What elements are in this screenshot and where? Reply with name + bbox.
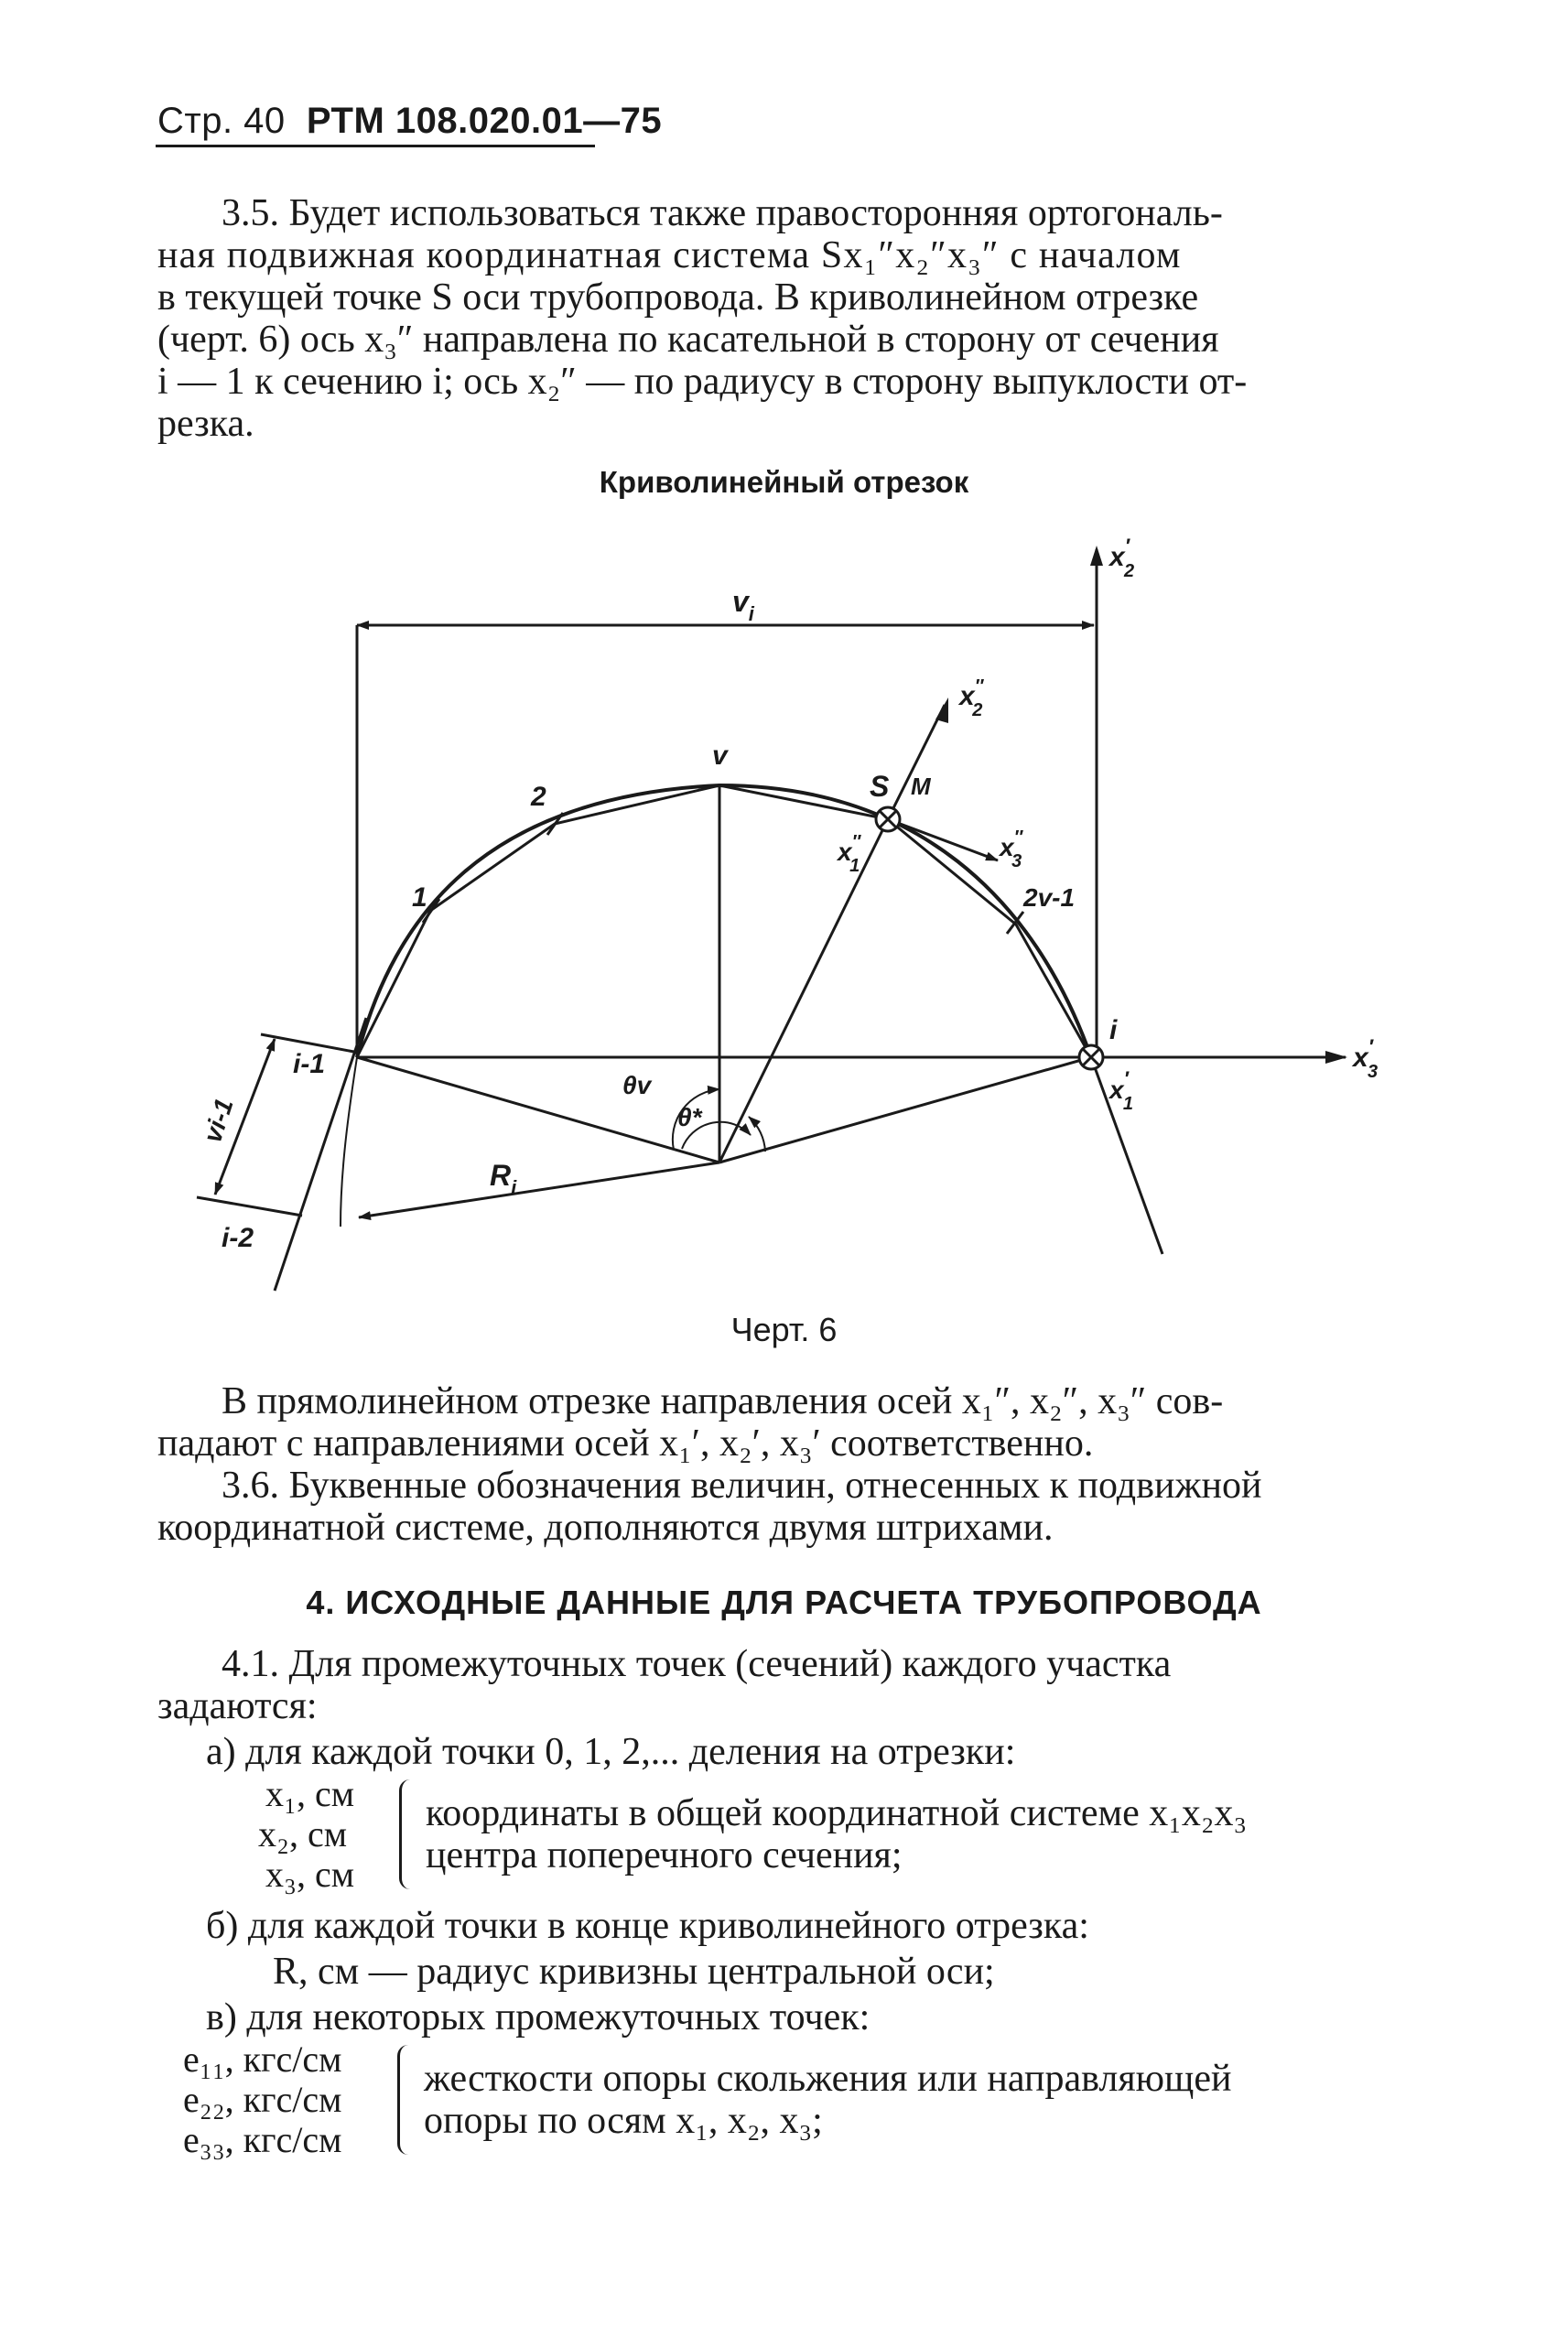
label-i-minus-2: i-2 <box>222 1223 254 1253</box>
para-straight-segment <box>157 1380 1419 1465</box>
s35-line-2: ная подвижная координатная система Sx₁″x₂″x₃″ с началом <box>157 234 1182 276</box>
group-a-var-3: x₃, см <box>265 1854 355 1895</box>
header-rule <box>156 145 595 147</box>
group-c-desc-2: опоры по осям x₁, x₂, x₃; <box>424 2100 823 2142</box>
item-c: в) для некоторых промежуточных точек: <box>206 1996 871 2038</box>
label-s: S <box>870 770 890 803</box>
item-a: а) для каждой точки 0, 1, 2,... деления на отрезки: <box>206 1731 1016 1773</box>
s35-line-4: (черт. 6) ось x₃″ направлена по касательной в сторону от сечения <box>157 319 1219 361</box>
section-4-heading: 4. ИСХОДНЫЕ ДАННЫЕ ДЛЯ РАСЧЕТА ТРУБОПРОВОДА <box>306 1584 1262 1621</box>
group-c-var-2: e₂₂, кгс/см <box>183 2079 342 2120</box>
s36-line-2: координатной системе, дополняются двумя штрихами. <box>157 1507 1054 1549</box>
figure-title: Криволинейный отрезок <box>599 465 969 499</box>
section-4-1 <box>157 1643 1419 1727</box>
label-x2-double-prime: x″ 2 <box>959 676 984 720</box>
radius-to-i-minus-1 <box>357 1057 719 1162</box>
dim-ext-bottom <box>197 1197 302 1216</box>
document-code: РТМ 108.020.01—75 <box>306 101 663 141</box>
group-a <box>258 1774 1478 1895</box>
label-theta-v: θv <box>622 1071 652 1099</box>
group-c-brace <box>397 2045 413 2155</box>
group-a-vars <box>258 1774 395 1895</box>
s35-line-6: резка. <box>157 403 254 445</box>
label-point-2: 2 <box>531 782 546 812</box>
s35-line-3: в текущей точке S оси трубопровода. В криволинейном отрезке <box>157 276 1199 319</box>
s36-line-1: 3.6. Буквенные обозначения величин, отнесенных к подвижной <box>222 1465 1262 1507</box>
polygon-chords <box>357 785 1091 1057</box>
s41-line-2: задаются: <box>157 1685 318 1727</box>
label-vi: $v_i$ <box>732 585 754 625</box>
group-c-vars <box>183 2039 394 2160</box>
group-c-desc-1: жесткости опоры скольжения или направляющей <box>424 2058 1232 2100</box>
arc-main <box>357 785 1091 1057</box>
label-x1-double-prime: x″ 1 <box>838 832 861 876</box>
item-b: б) для каждой точки в конце криволинейного отрезка: <box>206 1905 1089 1947</box>
item-b-sub: R, см — радиус кривизны центральной оси; <box>273 1951 995 1993</box>
group-a-desc-1: координаты в общей координатной системе x₁x₂x₃ <box>426 1792 1248 1834</box>
label-x2-prime: x′ 2 <box>1109 535 1135 581</box>
group-c-desc <box>424 2058 1476 2142</box>
group-a-brace <box>399 1779 415 1889</box>
label-ri: $R_i$ <box>490 1159 517 1199</box>
s41-line-1: 4.1. Для промежуточных точек (сечений) каждого участка <box>222 1643 1172 1685</box>
figure-caption: Черт. 6 <box>730 1311 838 1348</box>
ri-radius-arrow <box>359 1162 719 1217</box>
page-number: Стр. 40 <box>157 101 286 141</box>
group-a-desc <box>426 1792 1478 1876</box>
theta-star-arc-right <box>749 1117 765 1152</box>
group-a-desc-2: центра поперечного сечения; <box>426 1834 903 1876</box>
label-x1-prime: x′ 1 <box>1109 1067 1133 1114</box>
label-point-1: 1 <box>412 882 427 913</box>
section-3-5 <box>157 192 1419 445</box>
curved-segment-diagram <box>0 513 1568 1318</box>
group-a-var-1: x₁, см <box>265 1773 355 1814</box>
group-c-var-3: e₃₃, кгс/см <box>183 2119 342 2160</box>
radius-to-i <box>719 1057 1091 1162</box>
label-2v-minus-1: 2v-1 <box>1023 883 1076 912</box>
group-a-var-2: x₂, см <box>258 1813 348 1855</box>
s35-line-5: i — 1 к сечению i; ось x₂″ — по радиусу в сторону выпуклости от- <box>157 361 1248 403</box>
group-c-var-1: e₁₁, кгс/см <box>183 2038 342 2080</box>
label-m: M <box>911 773 931 800</box>
s35-line-1: 3.5. Будет использоваться также правосторонняя ортогональ- <box>222 192 1223 234</box>
page-header <box>157 101 662 142</box>
label-x3-prime: x′ 3 <box>1353 1035 1379 1082</box>
label-theta-star: θ* <box>677 1103 702 1131</box>
pa-line-2: падают с направлениями осей x₁′, x₂′, x₃′ соответственно. <box>157 1422 1094 1465</box>
group-c <box>183 2039 1476 2160</box>
section-3-6 <box>157 1465 1419 1549</box>
label-vi-minus-1: vi-1 <box>198 1095 239 1146</box>
radius-to-s <box>719 819 888 1162</box>
x2-double-prime-axis <box>888 705 945 819</box>
pa-line-1: В прямолинейном отрезке направления осей x₁″, x₂″, x₃″ сов- <box>222 1380 1224 1422</box>
label-v: v <box>712 741 728 771</box>
label-i: i <box>1109 1015 1118 1045</box>
label-x3-double-prime: x″ 3 <box>1000 827 1023 871</box>
label-i-minus-1: i-1 <box>293 1049 326 1079</box>
